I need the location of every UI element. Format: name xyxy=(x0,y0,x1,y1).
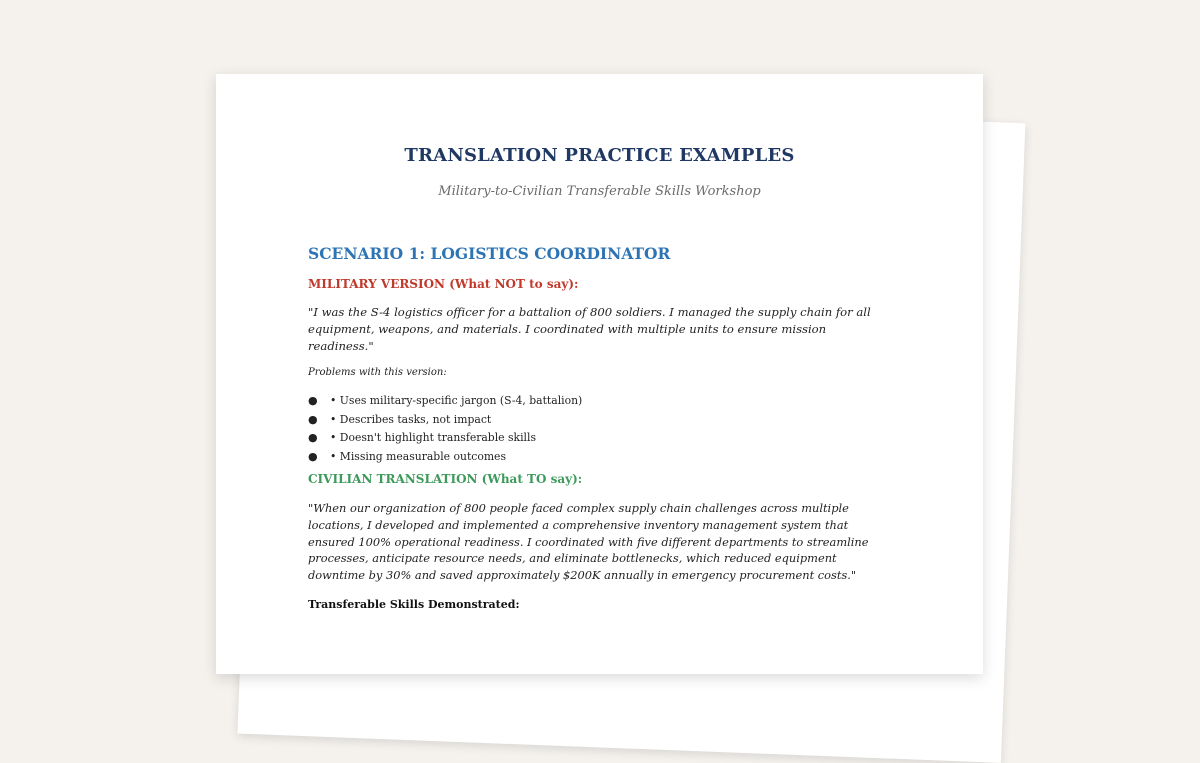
problems-list xyxy=(308,392,891,466)
bullet-icon: ● xyxy=(308,394,318,407)
document-title: TRANSLATION PRACTICE EXAMPLES xyxy=(404,145,795,166)
transferable-skills-heading: Transferable Skills Demonstrated: xyxy=(308,597,520,611)
military-quote: "I was the S-4 logistics officer for a battalion of 800 soldiers. I managed the supply chain for all equipment, weapons, and materials. I coordinated with multiple units to ensure mission readiness." xyxy=(308,305,871,353)
scenario-heading: SCENARIO 1: LOGISTICS COORDINATOR xyxy=(308,244,671,263)
problems-label: Problems with this version: xyxy=(308,367,447,378)
list-item-text: • Missing measurable outcomes xyxy=(330,449,506,463)
list-item-text: • Doesn't highlight transferable skills xyxy=(330,431,536,444)
list-item xyxy=(308,392,891,411)
list-item-text: • Uses military-specific jargon (S-4, battalion) xyxy=(330,394,583,407)
military-version-heading: MILITARY VERSION (What NOT to say): xyxy=(308,277,579,291)
document-content xyxy=(308,244,891,611)
document-page xyxy=(216,74,983,674)
civilian-translation-heading: CIVILIAN TRANSLATION (What TO say): xyxy=(308,472,583,486)
list-item xyxy=(308,448,891,467)
bullet-icon: ● xyxy=(308,449,318,463)
list-item-text: • Describes tasks, not impact xyxy=(330,412,492,426)
bullet-icon: ● xyxy=(308,412,318,426)
list-item xyxy=(308,429,891,448)
document-subtitle: Military-to-Civilian Transferable Skills Workshop xyxy=(438,184,761,199)
bullet-icon: ● xyxy=(308,431,318,444)
list-item xyxy=(308,411,891,430)
civilian-quote: "When our organization of 800 people faced complex supply chain challenges across multiple locations, I developed and implemented a comprehensive inventory management system that ensured 100% operational readiness. I coordinated with five different departments to streamline processes, anticipate resource needs, and eliminate bottlenecks, which reduced equipment downtime by 30% and saved approximately $200K annually in emergency procurement costs." xyxy=(308,501,869,583)
